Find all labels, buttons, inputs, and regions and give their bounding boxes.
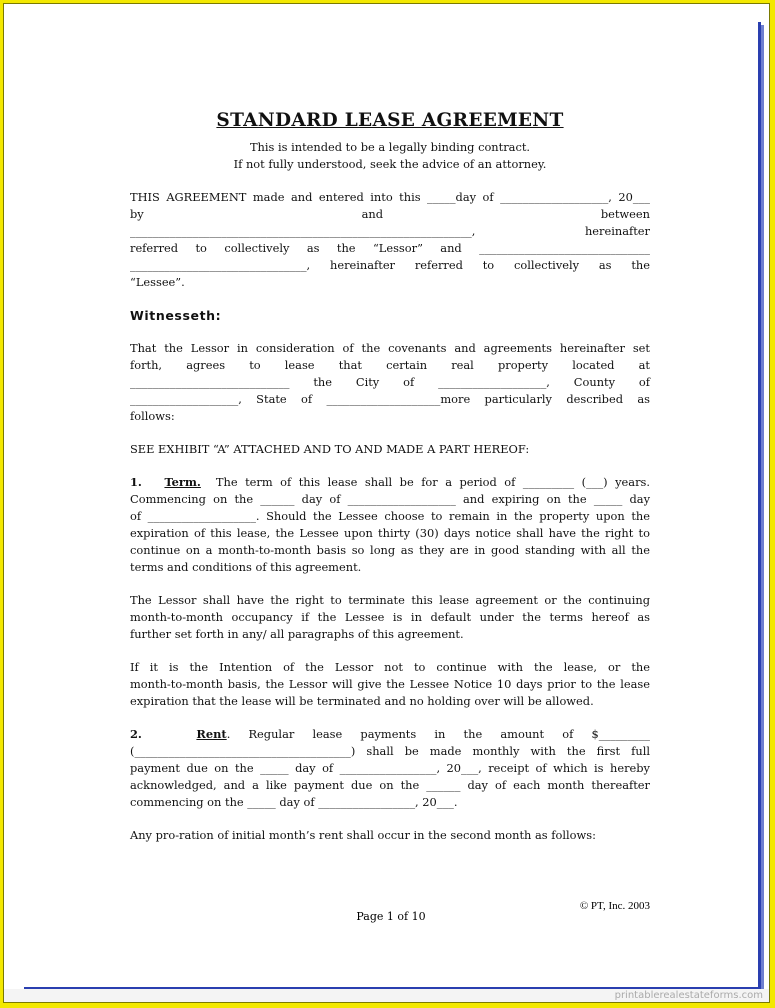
term-section: 1. Term. The term of this lease shall be for a period of _________ (___) years. Commencing on the ______ day of ___________________ and expiring on the _____ day of ___________________. Should the Lessee choose to remain in the property upon the expiration of this lease, the Lessee upon thirty (30) days notice shall have the right to continue on a month-to-month basis so long as they are in good standing with all the terms and conditions of this agreement. [130,475,650,574]
agreement-paragraph: THIS AGREEMENT made and entered into this _____day of ___________________, 20___ by and between ____________________________________________________________, hereinafter referred to collectively as the “Lessor” and ______________________________ _______________________________, hereinafter referred to collectively as the “Lessee”. [130,190,650,289]
rent-heading: Rent [196,727,227,741]
intro-line-2: If not fully understood, seek the advice of an attorney. [233,157,547,171]
page-number: Page 1 of 10 [356,910,426,923]
lessor-paragraph: That the Lessor in consideration of the covenants and agreements hereinafter set forth, agrees to lease that certain real property located at ____________________________ the City of ___________________, County of ___________________, State of ____________________more particularly described as follows: [130,341,650,423]
rent-section: 2. Rent. Regular lease payments in the amount of $_________ (______________________________________) shall be made monthly with the first full payment due on the _____ day of _________________, 20___, receipt of which is hereby acknowledged, and a like payment due on the ______ day of each month thereafter commencing on the _____ day of _________________, 20___. [130,727,650,809]
termination-paragraph: The Lessor shall have the right to terminate this lease agreement or the continuing month-to-month occupancy if the Lessee is in default under the terms hereof as further set forth in any/ all paragraphs of this agreement. [130,593,650,641]
intention-paragraph: If it is the Intention of the Lessor not to continue with the lease, or the month-to-month basis, the Lessor will give the Lessee Notice 10 days prior to the lease expiration that the lease will be terminated and no holding over will be allowed. [130,660,650,708]
exhibit-line: SEE EXHIBIT “A” ATTACHED AND TO AND MADE A PART HEREOF: [130,442,530,456]
term-heading: Term. [164,475,201,489]
copyright-notice: © PT, Inc. 2003 [579,900,650,912]
document-frame [3,3,770,1003]
proration-line: Any pro-ration of initial month’s rent shall occur in the second month as follows: [130,828,596,842]
intro-line-1: This is intended to be a legally binding contract. [249,140,531,154]
site-watermark: printablerealestateforms.com [4,989,769,1002]
witnesseth-heading: Witnesseth: [130,308,222,323]
document-page [24,22,761,990]
document-body [130,112,650,844]
document-title: STANDARD LEASE AGREEMENT [216,110,564,131]
